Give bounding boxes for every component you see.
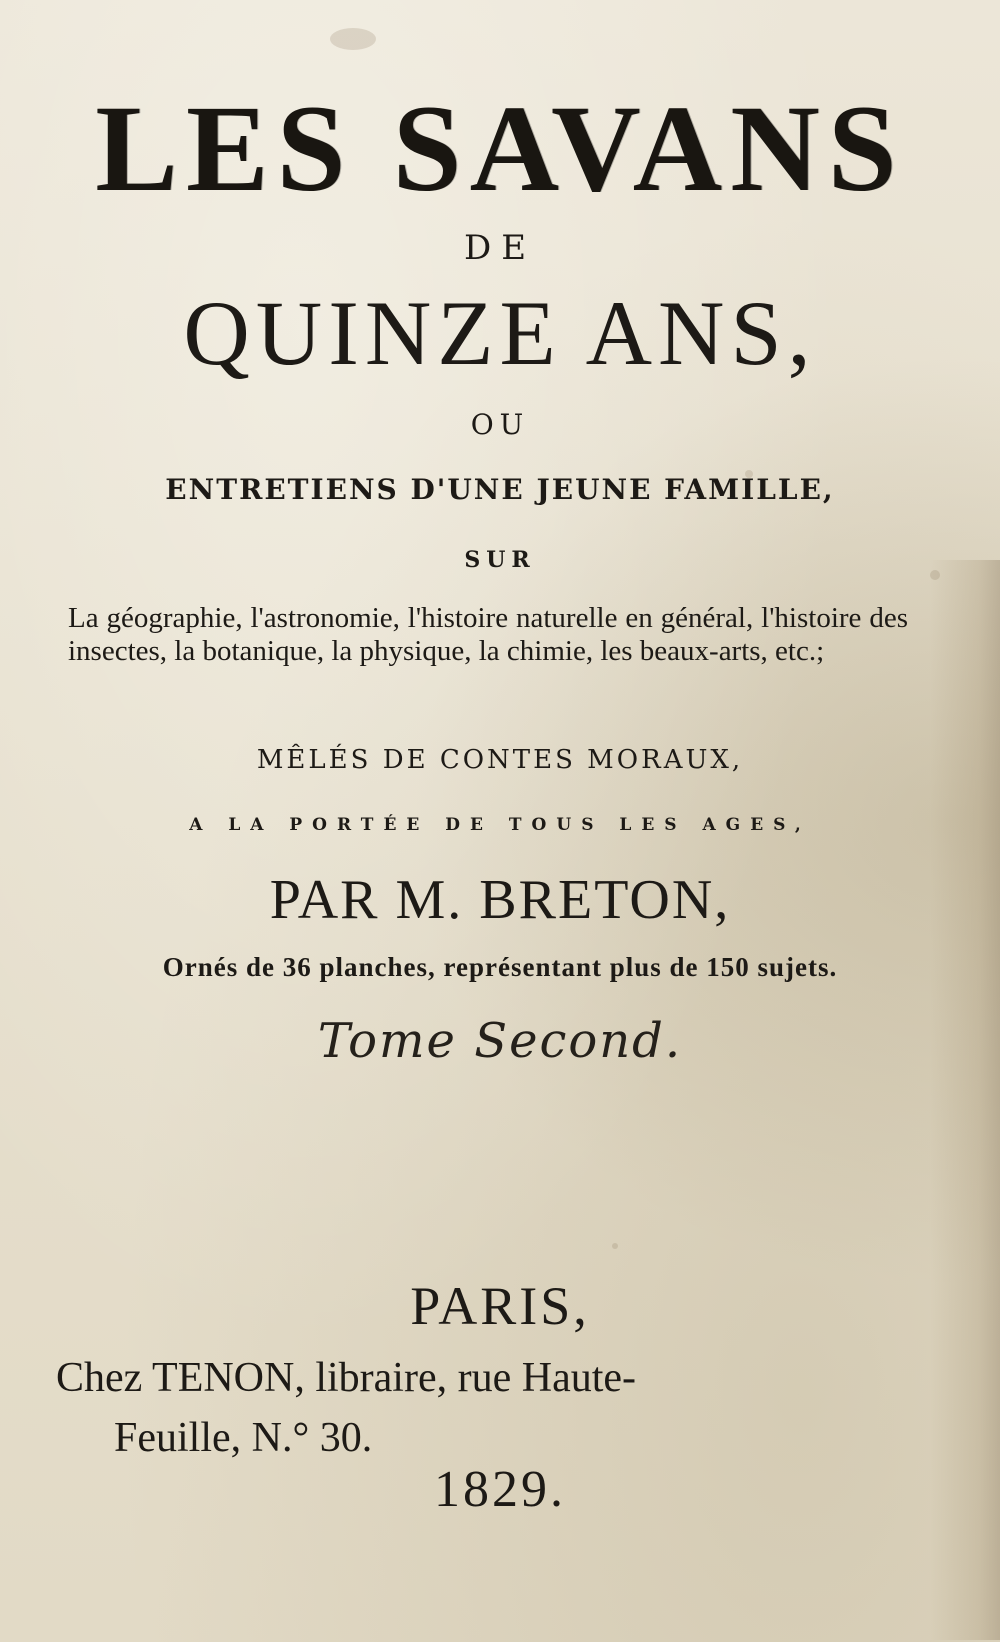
subjects-list: La géographie, l'astronomie, l'histoire naturelle en général, l'histoire des insectes, la botanique, la physique, la chimie, les beaux-arts, etc.; [68, 602, 908, 667]
foxing-stain [612, 1243, 618, 1249]
subtitle-or: OU [470, 408, 530, 441]
subtitle-reach: A LA PORTÉE DE TOUS LES AGES, [189, 815, 811, 835]
imprint-publisher-line2: Feuille, N.° 30. [114, 1415, 373, 1461]
author-line: PAR M. BRETON, [269, 869, 731, 931]
book-title-sub: QUINZE ANS, [183, 282, 817, 384]
volume-handwritten: Tome Second. [317, 1013, 683, 1069]
subtitle-description: ENTRETIENS D'UNE JEUNE FAMILLE, [165, 473, 835, 506]
foxing-stain [330, 28, 376, 50]
imprint-publisher-line1: Chez TENON, libraire, rue Haute- [56, 1355, 637, 1401]
subtitle-on: SUR [464, 547, 536, 573]
illustrations-note: Ornés de 36 planches, représentant plus de 150 sujets. [162, 952, 838, 982]
imprint-city: PARIS, [410, 1276, 590, 1336]
subtitle-mixed: MÊLÉS DE CONTES MORAUX, [256, 745, 744, 775]
book-title-connector: DE [463, 228, 537, 268]
imprint-year: 1829. [434, 1461, 566, 1518]
imprint-publisher [56, 1348, 906, 1468]
book-title-main: LES SAVANS [95, 80, 905, 217]
